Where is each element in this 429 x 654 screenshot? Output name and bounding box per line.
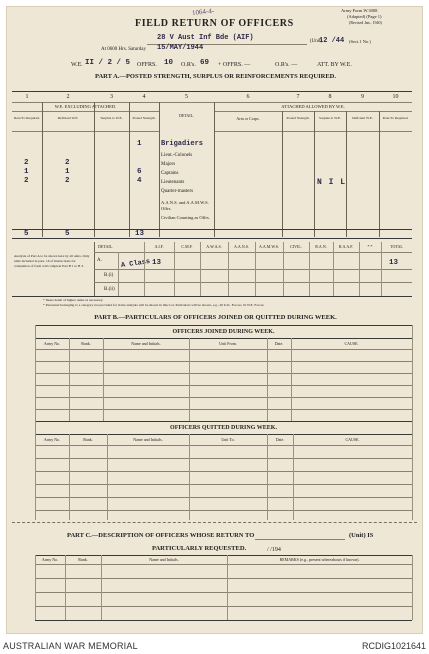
h-posted2: Posted Strength. xyxy=(286,116,310,120)
rank-aans: A.A.N.S. and A.A.M.W.S. Offrs. xyxy=(161,200,209,211)
rank-civilian: Civilian Counting as Offrs. xyxy=(161,215,210,220)
we-excl-header: W.E. EXCLUDING ATTACHED. xyxy=(54,104,117,109)
posted-brigadiers: 1 xyxy=(137,140,142,148)
an-h-raaf: R.A.A.F. xyxy=(338,244,354,249)
col-num-1: 1 xyxy=(25,94,29,100)
total-deficient: 5 xyxy=(65,230,70,238)
an-h-aamws: A.A.M.W.S. xyxy=(259,244,279,249)
col-num-3: 3 xyxy=(110,94,113,100)
date-typed: 15/MAY/1944 xyxy=(157,44,204,52)
we-value: II / 2 / 5 xyxy=(85,59,131,67)
sect-label: (Sect.1 No.) xyxy=(349,39,371,44)
attached-header: ATTACHED ALLOWED BY W.E. xyxy=(281,104,345,109)
unit-label: (Unit) xyxy=(310,39,323,44)
rank-lieutenants: Lieutenants xyxy=(161,180,185,185)
c-col-army-no: Army No. xyxy=(41,557,59,562)
posted-lieutenants: 4 xyxy=(137,177,142,185)
footer-bar xyxy=(0,637,429,654)
joined-col-cause: CAUSE. xyxy=(344,341,359,346)
joined-title: OFFICERS JOINED DURING WEEK. xyxy=(172,329,275,335)
att-ors-label: O.R's. — xyxy=(275,62,298,68)
quitted-col-name: Name and Initials. xyxy=(133,437,163,442)
an-h-total: TOTAL xyxy=(390,244,403,249)
pencil-mark: 1064-4- xyxy=(191,6,215,18)
part-c-date: / /194 xyxy=(267,547,281,553)
h-detail: DETAIL. xyxy=(178,113,195,118)
quitted-title: OFFICERS QUITTED DURING WEEK. xyxy=(170,425,277,431)
c-col-rank: Rank. xyxy=(78,557,88,562)
an-h-awas: A.W.A.S. xyxy=(206,244,222,249)
an-h-aans: A.A.N.S. xyxy=(234,244,249,249)
an-h-aif: A.I.F. xyxy=(154,244,164,249)
h-surplus: Surplus to W.E. xyxy=(100,116,123,120)
joined-col-name: Name and Initials. xyxy=(131,341,161,346)
form-title: FIELD RETURN OF OFFICERS xyxy=(135,18,294,29)
an-a-total: 13 xyxy=(389,259,399,267)
footnote-1: * Insert detail of higher ranks as necessary. xyxy=(43,298,104,302)
unit-typed: 28 V Aust Inf Bde (AIF) xyxy=(157,34,254,42)
ors-label: O.R's. xyxy=(181,62,196,68)
an-h-detail: DETAIL. xyxy=(98,244,114,249)
rank-lt-colonels: Lieut.-Colonels xyxy=(161,153,193,158)
ors-value: 69 xyxy=(200,59,210,67)
c-col-remarks: REMARKS (e.g., present whereabouts if known). xyxy=(279,557,360,562)
quitted-col-army-no: Army No. xyxy=(43,437,61,442)
h-arm: Arm or Corps. xyxy=(236,116,260,121)
col-num-5: 5 xyxy=(185,94,188,100)
footer-credit: AUSTRALIAN WAR MEMORIAL xyxy=(3,641,138,651)
analysis-note: Analysis of Part A to be shown here by all units. Only units included in para. 16 of Instructions for completion of form will complete Part B 1 to B 3. xyxy=(14,254,90,268)
rank-majors: Majors xyxy=(161,162,176,167)
joined-col-rank: Rank. xyxy=(81,341,91,346)
plus-offrs-label: + OFFRS. — xyxy=(218,62,251,68)
col-num-2: 2 xyxy=(66,94,70,100)
posted-captains: 6 xyxy=(137,168,142,176)
h-posted: Posted Strength. xyxy=(132,116,156,120)
part-c-unit-is: (Unit) IS xyxy=(349,532,374,539)
part-c-heading-a: PART C.—DESCRIPTION OF OFFICERS WHOSE RETURN TO xyxy=(67,532,255,539)
col-num-4: 4 xyxy=(142,94,146,100)
part-a-heading: PART A.—POSTED STRENGTH, SURPLUS OR REINFORCEMENTS REQUIRED. xyxy=(95,73,336,80)
h-surplus2: Surplus to W.E. xyxy=(319,116,341,120)
def-lt-col: 2 xyxy=(65,159,70,167)
an-h-cmf: C.M.F. xyxy=(181,244,193,249)
footer-record-id: RCDIG1021641 xyxy=(361,641,426,651)
joined-col-unit: Unit From. xyxy=(219,341,237,346)
right-date: 12 /44 xyxy=(319,37,345,45)
h-deficient2: Deficient W.E. xyxy=(352,116,373,120)
we-label: W.E. xyxy=(71,62,83,68)
def-majors: 1 xyxy=(65,168,70,176)
an-a-class: A Class xyxy=(120,257,151,271)
joined-col-date: Date. xyxy=(274,341,284,346)
def-captains: 2 xyxy=(65,177,70,185)
quitted-col-unit: Unit To. xyxy=(221,437,235,442)
form-revised: (Revised Jan., 1940) xyxy=(349,20,382,25)
offrs-label: OFFRS. xyxy=(137,62,157,68)
h-deficient: Deficient W.E. xyxy=(57,116,79,120)
an-row-bi: B.(i) xyxy=(104,273,114,278)
form-sheet xyxy=(6,6,423,634)
role-captains: 2 xyxy=(24,177,29,185)
an-row-a: A. xyxy=(97,258,102,263)
form-number: Army Form W.3008 xyxy=(341,8,378,13)
joined-col-army-no: Army No. xyxy=(43,341,61,346)
rank-quartermasters: Quarter-masters xyxy=(161,189,194,194)
an-h-civil: CIVIL. xyxy=(290,244,302,249)
quitted-col-rank: Rank. xyxy=(83,437,93,442)
rank-captains: Captains xyxy=(161,171,179,176)
an-h-other: * * xyxy=(367,244,373,249)
role-lt-col: 2 xyxy=(24,159,29,167)
quitted-col-date: Date. xyxy=(275,437,285,442)
an-h-ran: R.A.N. xyxy=(315,244,327,249)
col-num-9: 9 xyxy=(361,94,364,100)
att-by-we: ATT. BY W.E. xyxy=(317,62,352,68)
c-col-name: Name and Initials. xyxy=(149,557,179,562)
rank-brigadiers: Brigadiers xyxy=(161,140,204,148)
form-adapted: (Adapted) (Page 1) xyxy=(347,14,382,19)
footnote-2: * Personnel belonging to a category not provided for in the analysis will be shown in this Col. Particulars will be shown, e.g., 20 U.K. Forces; 10 N.E. Forces xyxy=(43,303,264,307)
total-posted: 13 xyxy=(135,230,145,238)
offrs-value: 10 xyxy=(164,59,174,67)
col-num-10: 10 xyxy=(392,94,399,100)
an-row-bii: B.(ii) xyxy=(104,287,115,292)
nil-text: N I L xyxy=(317,178,347,187)
total-role: 5 xyxy=(24,230,29,238)
part-b-heading: PART B.—PARTICULARS OF OFFICERS JOINED OR QUITTED DURING WEEK. xyxy=(94,314,337,321)
role-majors: 1 xyxy=(24,168,29,176)
h-role2: Role/To Required. xyxy=(382,116,409,120)
col-num-6: 6 xyxy=(246,94,250,100)
at-label: At 0600 Hrs. Saturday xyxy=(101,47,146,52)
quitted-col-cause: CAUSE. xyxy=(345,437,360,442)
col-num-7: 7 xyxy=(296,94,300,100)
part-c-heading-b: PARTICULARLY REQUESTED. xyxy=(152,545,247,552)
h-role: Role/To Required. xyxy=(14,116,40,120)
an-a-aif: 13 xyxy=(152,259,162,267)
col-num-8: 8 xyxy=(328,94,332,100)
